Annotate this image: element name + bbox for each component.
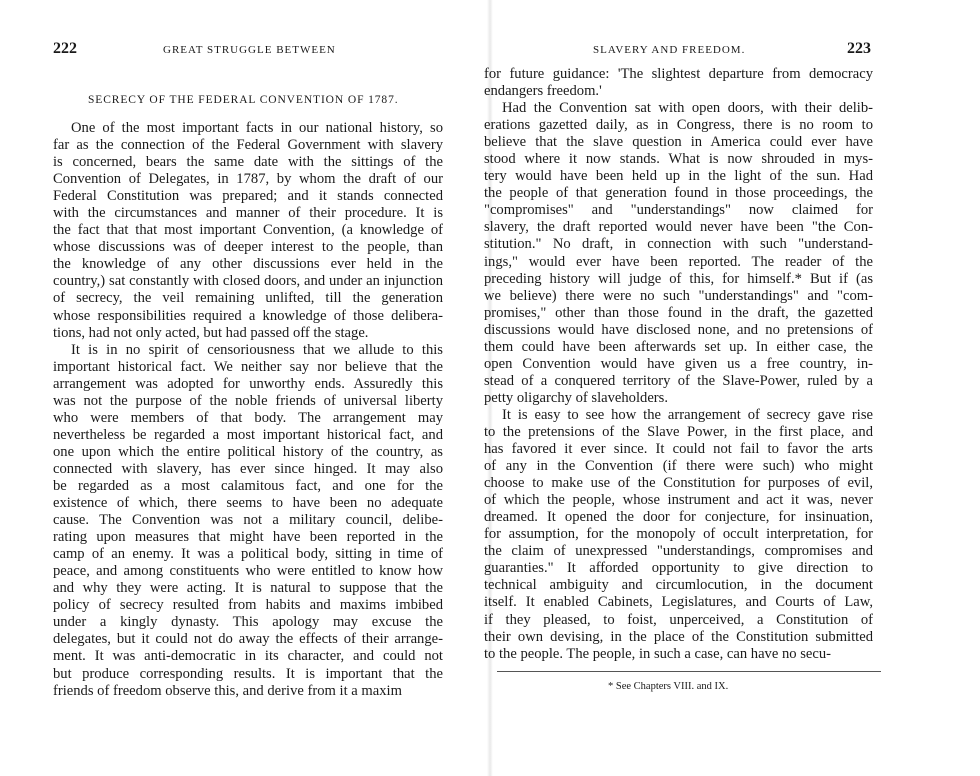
left-running-head: GREAT STRUGGLE BETWEEN: [163, 44, 336, 56]
text-line: ment. It was anti-democratic in its character, and could not: [53, 648, 443, 665]
text-line: whose responsibilities required a knowledge of those delibera-: [53, 307, 443, 324]
right-body-text: [484, 66, 873, 663]
text-line: slavery, the draft reported would never have been "the Con-: [484, 219, 873, 236]
text-line: Had the Convention sat with open doors, with their delib-: [502, 100, 873, 117]
text-line: open Convention would have given us a free country, in-: [484, 355, 873, 372]
text-line: country,) sat constantly with closed doors, and under an injunction: [53, 273, 443, 290]
text-line: existence of which, there seems to have been no adequate: [53, 495, 443, 512]
text-line: one upon which the entire political history of the country, as: [53, 443, 443, 460]
text-line: far as the connection of the Federal Government with slavery: [53, 137, 443, 154]
text-line: for future guidance: 'The slightest departure from democracy: [484, 66, 873, 82]
text-line: itself. It enabled Cabinets, Legislatures, and Courts of Law,: [484, 594, 873, 611]
footnote-rule: [497, 671, 881, 672]
text-line: we believe) there were no such "understandings" and "com-: [484, 287, 873, 304]
text-line: endangers freedom.': [484, 83, 602, 100]
text-line: discussions would have disclosed none, and no pretensions of: [484, 321, 873, 338]
text-line: choose to make use of the Constitution for purposes of evil,: [484, 475, 873, 492]
text-line: nevertheless be regarded a most important historical fact, and: [53, 426, 443, 443]
text-line: be regarded as a most calamitous fact, and one for the: [53, 477, 443, 494]
text-line: policy of secrecy resulted from habits and maxims imbibed: [53, 597, 443, 614]
text-line: for assumption, for the monopoly of occult interpretation, for: [484, 526, 873, 543]
text-line: if they pleased, to foist, unperceived, a Constitution of: [484, 611, 873, 628]
text-line: their own devising, in the place of the Constitution submitted: [484, 628, 873, 645]
left-body-text: [53, 120, 443, 700]
text-line: stitution." No draft, in connection with such "understand-: [484, 236, 873, 253]
text-line: has favored it ever since. It could not fail to favor the arts: [484, 441, 873, 458]
text-line: ings," would ever have been reported. The reader of the: [484, 253, 873, 270]
text-line: who were members of that body. The arrangement may: [53, 409, 443, 426]
text-line: rating upon measures that might have been reported in the: [53, 529, 443, 546]
text-line: cause. The Convention was not a military council, delibe-: [53, 512, 443, 529]
text-line: was not the purpose of the noble friends of universal liberty: [53, 392, 443, 409]
text-line: connected with slavery, has ever since hinged. It may also: [53, 460, 443, 477]
text-line: Convention of Delegates, in 1787, by whom the draft of our: [53, 171, 443, 188]
text-line: with the circumstances and manner of their procedure. It is: [53, 205, 443, 222]
text-line: friends of freedom observe this, and derive from it a maxim: [53, 682, 402, 699]
text-line: stood where it now stands. What is now shrouded in mys-: [484, 151, 873, 168]
text-line: the claim of unexpressed "understandings, compromises and: [484, 543, 873, 560]
text-line: the people of that generation found in those proceedings, the: [484, 185, 873, 202]
text-line: camp of an enemy. It was a political body, sitting in time of: [53, 546, 443, 563]
text-line: of which the people, whose instrument and act it was, never: [484, 492, 873, 509]
text-line: important historical fact. We neither say nor believe that the: [53, 358, 443, 375]
text-line: technical ambiguity and circumlocution, in the document: [484, 577, 873, 594]
text-line: under a kingly dynasty. This apology may excuse the: [53, 614, 443, 631]
text-line: whose discussions was of deeper interest to the people, than: [53, 239, 443, 256]
right-page-number: 223: [847, 40, 871, 57]
text-line: guaranties." It afforded opportunity to give direction to: [484, 560, 873, 577]
text-line: It is easy to see how the arrangement of secrecy gave rise: [502, 406, 873, 423]
text-line: delegates, but it could not do away the effects of their arrange-: [53, 631, 443, 648]
right-running-head: SLAVERY AND FREEDOM.: [593, 44, 746, 56]
text-line: them could have been afterwards set up. In either case, the: [484, 338, 873, 355]
right-page: [484, 0, 980, 776]
text-line: of secrecy, the veil remaining unlifted, till the generation: [53, 290, 443, 307]
text-line: tions, had not only acted, but had passed off the stage.: [53, 324, 369, 341]
text-line: dreamed. It opened the door for conjecture, for insinuation,: [484, 509, 873, 526]
text-line: erations gazetted daily, as in Congress, there is no room to: [484, 117, 873, 134]
text-line: Federal Constitution was prepared; and it stands connected: [53, 188, 443, 205]
text-line: It is in no spirit of censoriousness that we allude to this: [71, 341, 443, 358]
text-line: arrangement was adopted for unworthy ends. Assuredly this: [53, 375, 443, 392]
text-line: of any in the Convention (if there were such) who might: [484, 458, 873, 475]
left-page-number: 222: [53, 40, 77, 57]
text-line: One of the most important facts in our national history, so: [71, 120, 443, 136]
text-line: and why they were acting. It is natural to suppose that the: [53, 580, 443, 597]
footnote: * See Chapters VIII. and IX.: [608, 681, 729, 692]
text-line: tery would have been held up in the light of the sun. Had: [484, 168, 873, 185]
text-line: but produce corresponding results. It is important that the: [53, 665, 443, 682]
text-line: believe that the slave question in America could ever have: [484, 134, 873, 151]
text-line: petty oligarchy of slaveholders.: [484, 389, 668, 406]
text-line: is concerned, bears the same date with the sittings of the: [53, 154, 443, 171]
section-heading: SECRECY OF THE FEDERAL CONVENTION OF 1787.: [88, 94, 399, 106]
text-line: the fact that that most important Convention, (a knowledge of: [53, 222, 443, 239]
text-line: stead of a conquered territory of the Slave-Power, ruled by a: [484, 372, 873, 389]
text-line: preceding history will judge of this, for himself.* But if (as: [484, 270, 873, 287]
text-line: "compromises" and "understandings" now claimed for: [484, 202, 873, 219]
text-line: to the pretensions of the Slave Power, in the first place, and: [484, 423, 873, 440]
text-line: to the people. The people, in such a case, can have no secu-: [484, 645, 832, 662]
text-line: promises," other than those found in the draft, the gazetted: [484, 304, 873, 321]
text-line: the knowledge of any other discussions ever held in the: [53, 256, 443, 273]
text-line: peace, and among constituents who were entitled to know how: [53, 563, 443, 580]
